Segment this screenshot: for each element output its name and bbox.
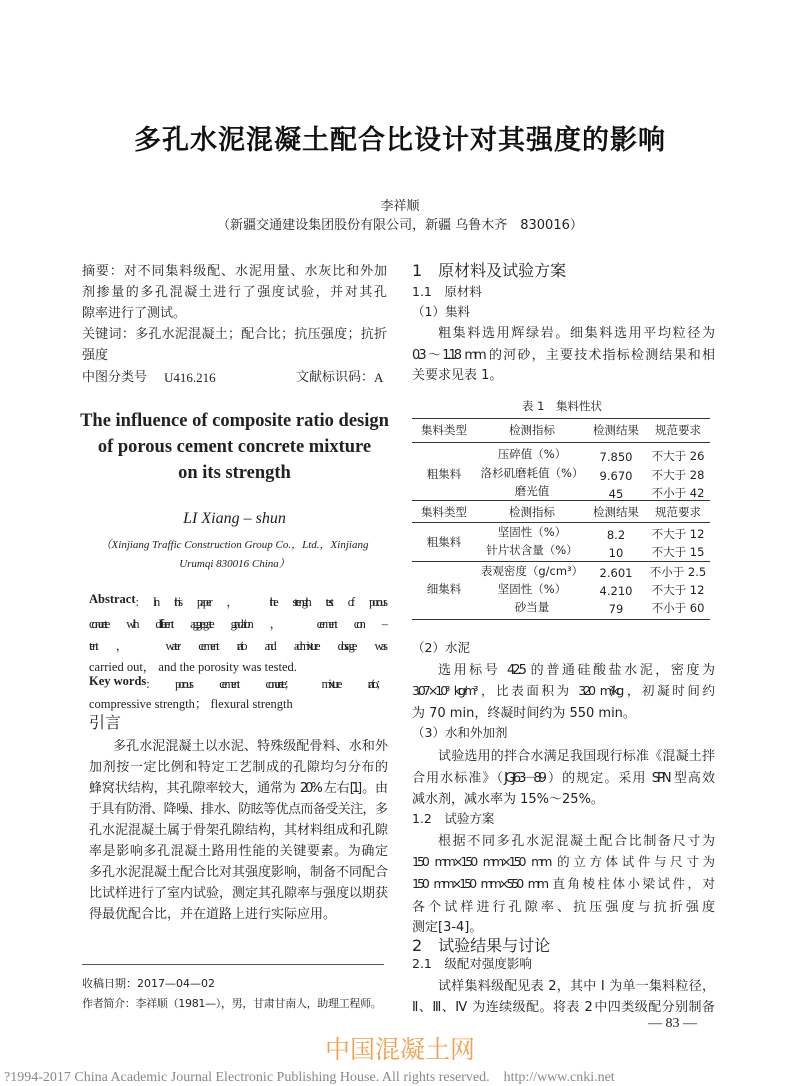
body-line: 0.3～1.18 mm 的河砂，主要技术指标检测结果和相 <box>412 348 712 363</box>
en-abstract-line: carried out， and the porosity was tested. <box>89 660 297 674</box>
intro-line: 比试样进行了室内试验，测定其孔隙率与强度以期获 <box>89 886 385 901</box>
table-header: 集料类型 <box>421 423 467 437</box>
en-keywords-line: compressive strength； flexural strength <box>89 697 293 711</box>
table-header: 集料类型 <box>421 505 467 519</box>
doc-code-value: A <box>374 370 384 385</box>
paper-title: 多孔水泥混凝土配合比设计对其强度的影响 <box>134 125 666 156</box>
intro-line: 加剂按一定比例和特定工艺制成的孔隙均匀分布的 <box>89 760 385 775</box>
table-cell-type: 粗集料 <box>426 467 462 481</box>
copyright-footer: ?1994-2017 China Academic Journal Electronic Publishing House. All rights reserved. http://www.cnki.net <box>4 1070 615 1085</box>
en-affiliation-line: Urumqi 830016 China） <box>179 558 290 570</box>
en-title-line: on its strength <box>178 463 291 483</box>
table-header: 检测结果 <box>593 423 639 437</box>
en-abstract-line: tent， water cement ratio and admixture dosage was <box>89 639 385 653</box>
en-affiliation-line: （Xinjiang Traffic Construction Group Co.，Ltd.，Xinjiang <box>100 539 369 551</box>
intro-line: 蜂窝状结构，其孔隙率较大，通常为 20% 左右[1]。由 <box>89 781 385 796</box>
page-number: — 83 — <box>648 1016 697 1031</box>
table-header: 检测指标 <box>509 505 555 519</box>
table-cell: 4.210 <box>599 584 633 598</box>
table-rule <box>412 619 710 620</box>
clc-value: U416.216 <box>164 370 216 385</box>
table-header: 检测指标 <box>509 423 555 437</box>
body-line: 试样集料级配见表 2，其中 Ⅰ 为单一集料粒径， <box>438 979 712 994</box>
table-cell: 磨光值 <box>514 484 550 498</box>
en-keywords-label: Key words <box>89 674 147 688</box>
table-cell: 坚固性（%） <box>497 525 567 539</box>
body-line: 为 70 min，终凝时间约为 550 min。 <box>412 706 636 721</box>
subsection-1-2: 1.2 试验方案 <box>412 811 495 826</box>
en-keywords-first-line <box>89 674 385 692</box>
item-cement: （2）水泥 <box>412 640 470 655</box>
table-cell: 45 <box>608 487 624 501</box>
table-cell: 不大于 12 <box>651 583 705 597</box>
intro-line: 得最优配合比，并在道路上进行实际应用。 <box>89 907 337 922</box>
table-header: 规范要求 <box>655 423 701 437</box>
received-date: 收稿日期：2017—04—02 <box>82 977 215 990</box>
body-line: 根据不同多孔水泥混凝土配合比制备尺寸为 <box>438 834 712 849</box>
table-cell: 不大于 26 <box>651 449 705 463</box>
body-line: Ⅱ、Ⅲ、Ⅳ 为连续级配。将表 2 中四类级配分别制备 <box>412 1000 712 1015</box>
en-abstract-label: Abstract <box>89 592 136 606</box>
body-line: 测定[3-4]。 <box>412 920 483 935</box>
table-cell: 不小于 42 <box>651 486 705 500</box>
body-line: 合用水标准》（JGJ63－89）的规定。采用 SPN 型高效 <box>412 771 712 786</box>
en-abstract-line: concrete with different aggregate gradation， cement con – <box>89 617 385 631</box>
body-line: 3.07×10³ kg/m³，比表面积为 320 m²/kg，初凝时间约 <box>412 683 712 698</box>
en-author: LI Xiang – shun <box>183 510 286 527</box>
table-cell: 不大于 28 <box>651 468 705 482</box>
author-name: 李祥顺 <box>380 199 420 214</box>
cn-abstract-line: 隙率进行了测试。 <box>82 306 187 321</box>
en-abstract-first-line <box>89 592 385 610</box>
table-cell: 不小于 60 <box>651 601 705 615</box>
table-cell: 砂当量 <box>514 600 550 614</box>
table-rule <box>412 418 710 419</box>
author-bio: 作者简介：李祥顺（1981—），男，甘肃甘南人，助理工程师。 <box>82 997 382 1010</box>
body-line: 减水剂，减水率为 15%～25%。 <box>412 792 604 807</box>
section-2-heading: 2 试验结果与讨论 <box>412 936 551 955</box>
item-aggregate: （1）集料 <box>412 304 470 319</box>
body-line: 150 mm×150 mm×550 mm 直角棱柱体小梁试件，对 <box>412 876 712 891</box>
intro-line: 率是影响多孔混凝土路用性能的关键要素。为确定 <box>89 844 385 859</box>
table-cell: 不大于 15 <box>651 545 705 559</box>
watermark-logo: 中国混凝土网 <box>324 1035 475 1064</box>
intro-line: 于具有防滑、降噪、排水、防眩等优点而备受关注，多 <box>89 802 385 817</box>
table-cell: 不小于 2.5 <box>649 565 707 579</box>
body-line: 各个试样进行孔隙率、抗压强度与抗折强度 <box>412 900 712 915</box>
table-cell: 洛杉矶磨耗值（%） <box>480 466 584 480</box>
table-cell: 79 <box>608 602 624 616</box>
intro-heading: 引言 <box>89 713 122 732</box>
body-line: 150 mm×150 mm×150 mm 的立方体试件与尺寸为 <box>412 854 712 869</box>
subsection-2-1: 2.1 级配对强度影响 <box>412 956 532 971</box>
table-rule <box>412 500 710 501</box>
table-cell: 压碎值（%） <box>497 447 567 461</box>
en-abstract-line: : In this paper， the strength test of porous <box>135 595 385 609</box>
cn-keywords-line: 强度 <box>82 348 109 363</box>
en-title-line: The influence of composite ratio design <box>80 411 389 431</box>
cn-abstract-line: 剂掺量的多孔混凝土进行了强度试验，并对其孔 <box>82 285 384 300</box>
table-cell-type: 粗集料 <box>426 535 462 549</box>
table-cell: 10 <box>608 546 624 560</box>
en-keywords-line: : porous cement concrete； mixture ratio； <box>146 677 385 691</box>
item-water: （3）水和外加剂 <box>412 725 508 740</box>
body-line: 关要求见表 1。 <box>412 368 503 383</box>
subsection-1-1: 1.1 原材料 <box>412 284 482 299</box>
intro-line: 多孔水泥混凝土配合比对其强度影响，制备不同配合 <box>89 865 385 880</box>
section-1-heading: 1 原材料及试验方案 <box>412 261 567 280</box>
clc-label: 中图分类号 <box>82 370 148 385</box>
footnote-divider <box>82 964 384 965</box>
table-header: 规范要求 <box>655 505 701 519</box>
en-title-line: of porous cement concrete mixture <box>97 437 372 457</box>
author-affiliation: （新疆交通建设集团股份有限公司，新疆 乌鲁木齐 830016） <box>217 218 583 233</box>
cn-abstract-line: 摘要：对不同集料级配、水泥用量、水灰比和外加 <box>82 264 384 279</box>
table-rule <box>412 522 710 523</box>
doc-code-label: 文献标识码： <box>296 370 375 385</box>
intro-line: 孔水泥混凝土属于骨架孔隙结构，其材料组成和孔隙 <box>89 823 385 838</box>
body-line: 试验选用的拌合水满足我国现行标准《混凝土拌 <box>438 749 712 764</box>
table-rule <box>412 442 710 443</box>
table-cell: 9.670 <box>599 469 633 483</box>
table-cell: 7.850 <box>599 450 633 464</box>
cn-keywords-line: 关键词：多孔水泥混凝土；配合比；抗压强度；抗折 <box>82 327 384 342</box>
table-cell: 2.601 <box>599 566 633 580</box>
table-cell: 8.2 <box>606 528 626 542</box>
body-line: 粗集料选用辉绿岩。细集料选用平均粒径为 <box>438 326 712 341</box>
table-rule <box>412 561 710 562</box>
table-cell: 针片状含量（%） <box>486 543 578 557</box>
table-cell-type: 细集料 <box>426 582 462 596</box>
table-cell: 表观密度（g/cm³） <box>480 564 584 578</box>
table-header: 检测结果 <box>593 505 639 519</box>
body-line: 选用标号 42.5 的普通硅酸盐水泥，密度为 <box>438 663 712 678</box>
table-cell: 不大于 12 <box>651 527 705 541</box>
table-caption: 表 1 集料性状 <box>522 399 602 413</box>
intro-line: 多孔水泥混凝土以水泥、特殊级配骨料、水和外 <box>113 739 385 754</box>
table-cell: 坚固性（%） <box>497 582 567 596</box>
